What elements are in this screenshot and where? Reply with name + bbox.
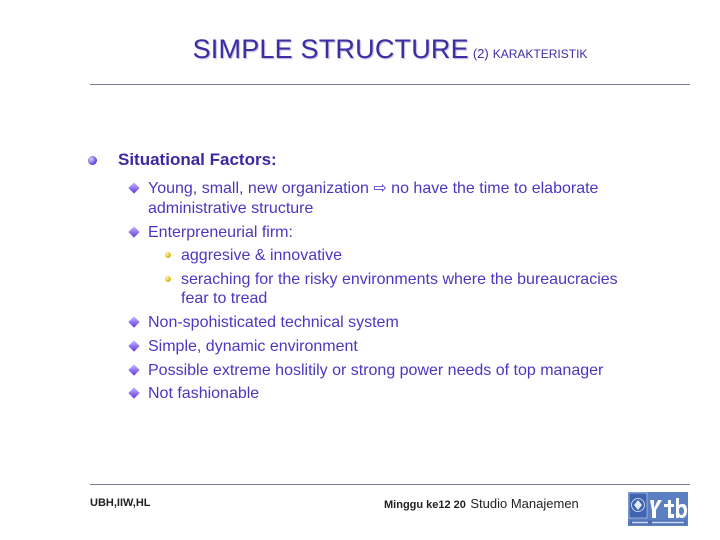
title-subtitle: KARAKTERISTIK	[492, 47, 588, 61]
small-dot-bullet-icon	[165, 252, 171, 258]
top-divider	[90, 84, 690, 85]
round-bullet-icon	[88, 156, 97, 165]
diamond-bullet-icon	[128, 364, 139, 375]
sub-list-item-text: seraching for the risky environments where the bureaucracies	[181, 271, 618, 288]
diamond-bullet-icon	[128, 226, 139, 237]
list-item-text: Enterpreneurial firm:	[148, 224, 293, 241]
list-item-text: Not fashionable	[148, 385, 260, 402]
title-main: SIMPLE STRUCTURE	[192, 34, 469, 64]
list-item-text: Possible extreme hoslitily or strong power needs of top manager	[148, 362, 604, 379]
footer-course-name: Studio Manajemen	[470, 496, 579, 511]
slide-title	[90, 34, 690, 65]
list-item-text: Simple, dynamic environment	[148, 338, 358, 355]
footer-authors: UBH,IIW,HL	[90, 497, 151, 509]
title-number: (2)	[472, 46, 489, 61]
diamond-bullet-icon	[128, 316, 139, 327]
list-item-text: Young, small, new organization ⇨ no have the time to elaborate	[148, 180, 599, 197]
diamond-bullet-icon	[128, 182, 139, 193]
footer-course	[384, 495, 579, 513]
diamond-bullet-icon	[128, 387, 139, 398]
bottom-divider	[90, 484, 690, 485]
itb-logo-icon	[628, 492, 688, 526]
list-item-text: administrative structure	[148, 200, 314, 217]
section-heading: Situational Factors:	[118, 150, 277, 169]
diamond-bullet-icon	[128, 340, 139, 351]
sub-list-item-text: fear to tread	[181, 290, 268, 307]
footer-week: Minggu ke12 20	[384, 499, 466, 511]
small-dot-bullet-icon	[165, 276, 171, 282]
sub-list-item-text: aggresive & innovative	[181, 247, 342, 264]
list-item-text: Non-spohisticated technical system	[148, 314, 399, 331]
